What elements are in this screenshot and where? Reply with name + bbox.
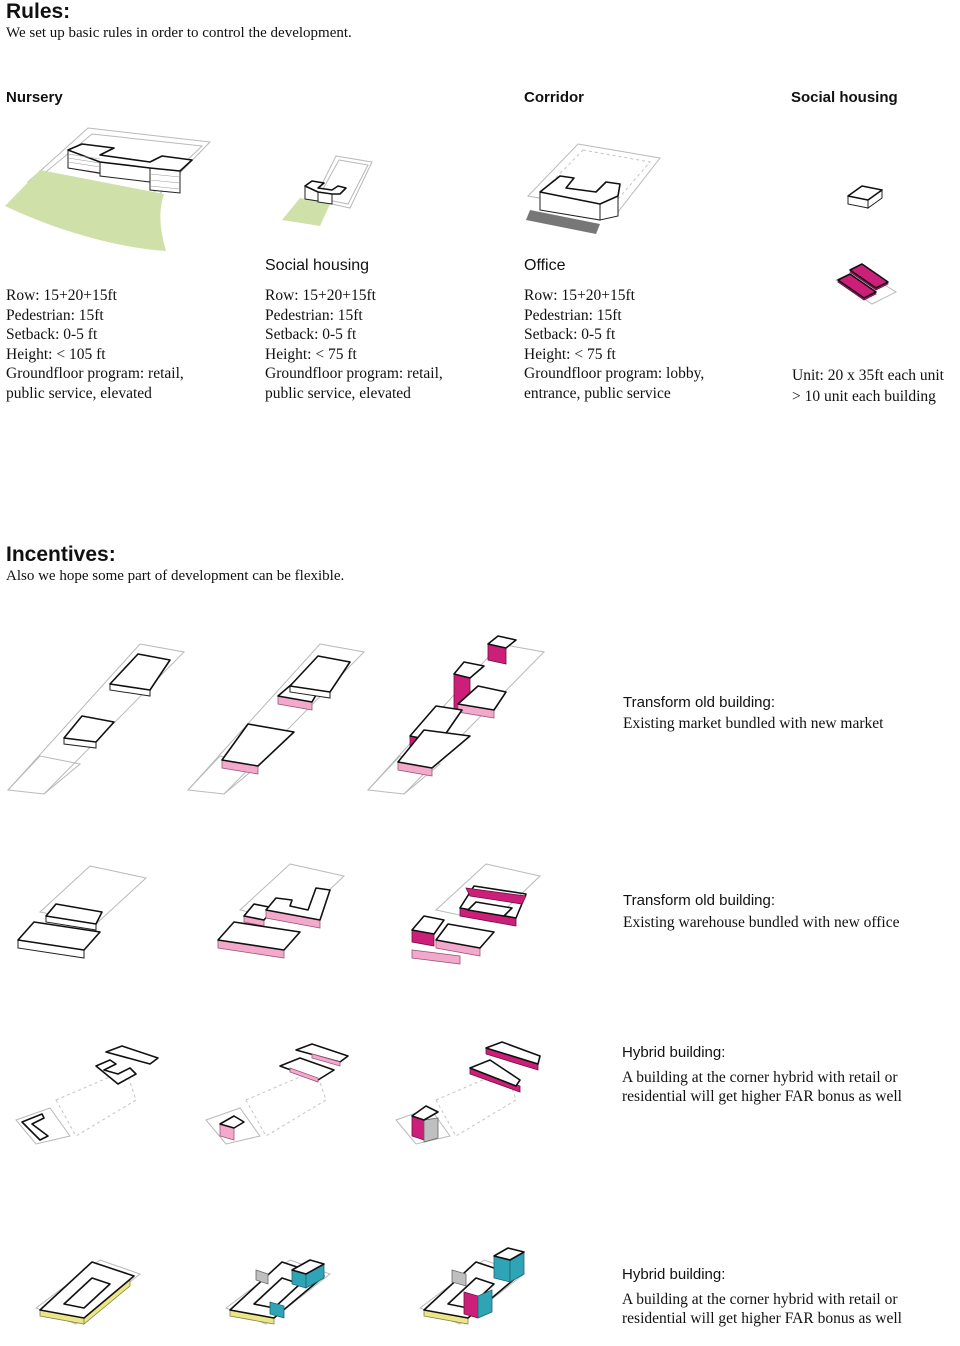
incentive-desc: A building at the corner hybrid with retail or residential will get higher FAR bonus as well (622, 1069, 902, 1105)
incentive-row-1 (623, 694, 953, 733)
incentive-title: Hybrid building: (622, 1266, 726, 1283)
incentive-title: Transform old building: (623, 694, 776, 711)
incentive-desc: Existing market bundled with new market (623, 715, 884, 732)
column-heading-corridor: Corridor (524, 89, 584, 106)
warehouse-transform-diagrams (0, 858, 560, 978)
column-heading-social-housing-units: Social housing (791, 89, 898, 106)
nursery-rules: Row: 15+20+15ft Pedestrian: 15ft Setback: 0-5 ft Height: < 105 ft Groundfloor program: retail, public service, elevated (6, 287, 184, 402)
column-heading-social-housing: Social housing (265, 257, 370, 274)
incentive-title: Hybrid building: (622, 1044, 726, 1061)
social-housing-unit-rules: Unit: 20 x 35ft each unit > 10 unit each building (792, 367, 944, 405)
rules-subtitle: We set up basic rules in order to control the development. (6, 25, 352, 41)
incentive-row-4 (622, 1266, 958, 1328)
column-subheading-office: Office (524, 257, 566, 274)
office-rules: Row: 15+20+15ft Pedestrian: 15ft Setback: 0-5 ft Height: < 75 ft Groundfloor program: lobby, entrance, public service (524, 287, 705, 402)
incentives-subtitle: Also we hope some part of development can be flexible. (6, 568, 345, 584)
column-heading-nursery: Nursery (6, 89, 63, 106)
incentive-title: Transform old building: (623, 892, 776, 909)
hybrid-corner-block-diagrams (0, 1248, 560, 1338)
incentives-title: Incentives: (6, 543, 116, 566)
incentive-desc: A building at the corner hybrid with retail or residential will get higher FAR bonus as well (622, 1291, 902, 1327)
rules-title: Rules: (6, 0, 71, 23)
incentive-row-2 (623, 892, 953, 932)
social-housing-rules: Row: 15+20+15ft Pedestrian: 15ft Setback: 0-5 ft Height: < 75 ft Groundfloor program: retail, public service, elevated (265, 287, 443, 402)
market-transform-diagrams (0, 630, 560, 810)
incentive-row-3 (622, 1044, 958, 1106)
hybrid-corner-diagrams (0, 1040, 560, 1150)
incentive-desc: Existing warehouse bundled with new office (623, 914, 900, 931)
